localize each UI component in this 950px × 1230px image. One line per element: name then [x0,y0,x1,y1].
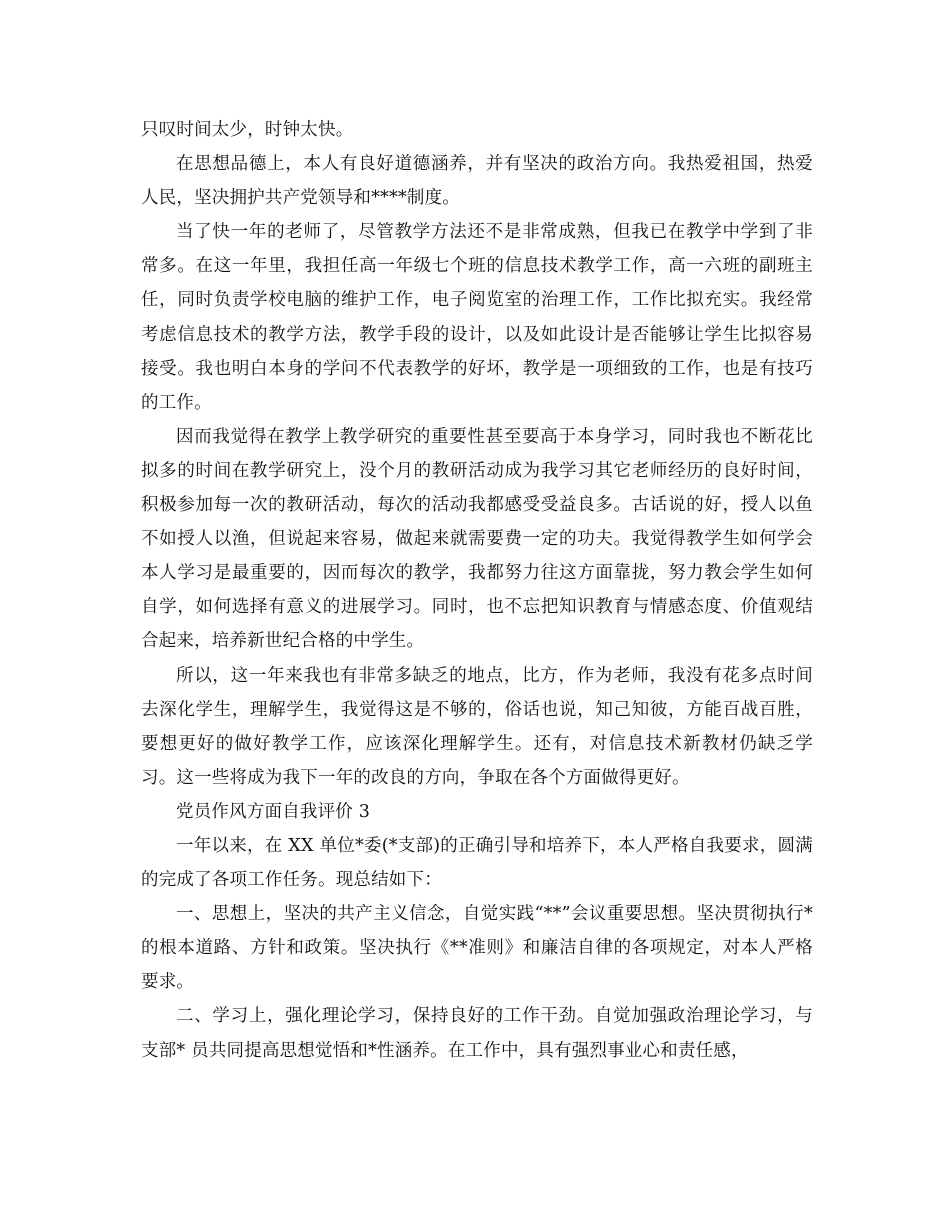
paragraph-2: 在思想品德上，本人有良好道德涵养，并有坚决的政治方向。我热爱祖国，热爱人民，坚决拥护共产党领导和****制度。 [141,154,813,209]
paragraph-5: 所以，这一年来我也有非常多缺乏的地点，比方，作为老师，我没有花多点时间去深化学生，理解学生，我觉得这是不够的，俗话也说，知己知彼，方能百战百胜，要想更好的做好教学工作，应该深化理解学生。还有，对信息技术新教材仍缺乏学习。这一些将成为我下一年的改良的方向，争取在各个方面做得更好。 [141,665,813,788]
paragraph-3: 当了快一年的老师了，尽管教学方法还不是非常成熟，但我已在教学中学到了非常多。在这一年里，我担任高一年级七个班的信息技术教学工作，高一六班的副班主任，同时负责学校电脑的维护工作，电子阅览室的治理工作，工作比拟充实。我经常考虑信息技术的教学方法，教学手段的设计，以及如此设计是否能够让学生比拟容易接受。我也明白本身的学问不代表教学的好坏，教学是一项细致的工作，也是有技巧的工作。 [141,222,813,413]
paragraph-9: 二、学习上，强化理论学习，保持良好的工作干劲。自觉加强政治理论学习，与支部* 员共同提高思想觉悟和*性涵养。在工作中，具有强烈事业心和责任感， [141,1006,813,1061]
paragraph-7: 一年以来，在 XX 单位*委(*支部)的正确引导和培养下，本人严格自我要求，圆满的完成了各项工作任务。现总结如下： [141,835,813,891]
paragraph-1: 只叹时间太少，时钟太快。 [141,120,354,140]
paragraph-4: 因而我觉得在教学上教学研究的重要性甚至要高于本身学习，同时我也不断花比拟多的时间在教学研究上，没个月的教研活动成为我学习其它老师经历的良好时间，积极参加每一次的教研活动，每次的活动我都感受受益良多。古话说的好，授人以鱼不如授人以渔，但说起来容易，做起来就需要费一定的功夫。我觉得教学生如何学会本人学习是最重要的，因而每次的教学，我都努力往这方面靠拢，努力教会学生如何自学，如何选择有意义的进展学习。同时，也不忘把知识教育与情感态度、价值观结合起来，培养新世纪合格的中学生。 [141,426,813,652]
section-heading: 党员作风方面自我评价 3 [176,801,371,822]
paragraph-8: 一、思想上，坚决的共产主义信念，自觉实践“**”会议重要思想。坚决贯彻执行*的根本道路、方针和政策。坚决执行《**准则》和廉洁自律的各项规定，对本人严格要求。 [141,904,813,993]
document-body [141,113,813,1068]
